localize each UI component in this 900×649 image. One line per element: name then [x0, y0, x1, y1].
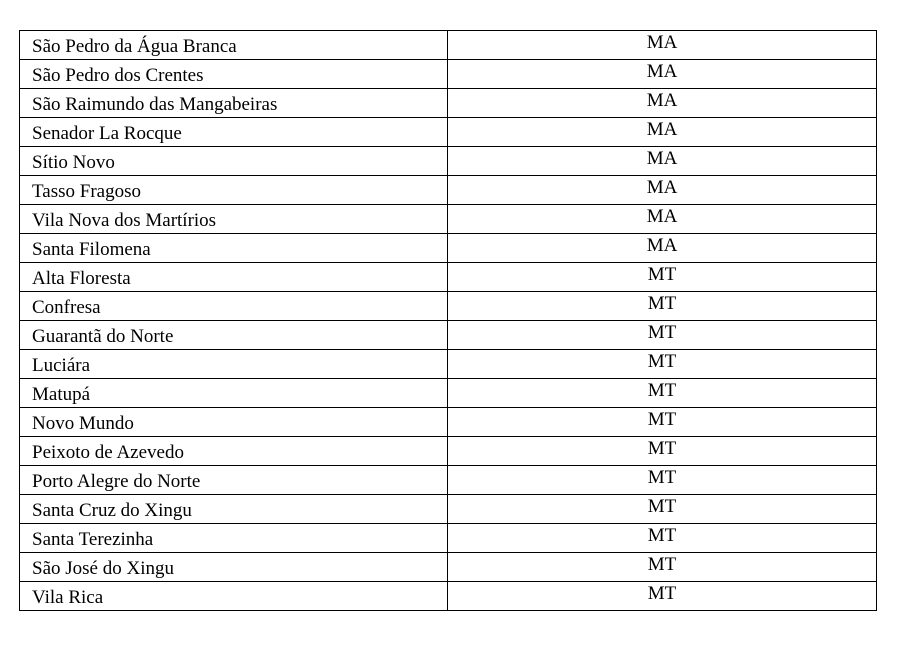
table-row	[20, 524, 877, 553]
municipality-cell: Confresa	[20, 292, 448, 321]
municipality-cell: Santa Filomena	[20, 234, 448, 263]
table-row	[20, 350, 877, 379]
municipality-cell: Sítio Novo	[20, 147, 448, 176]
state-cell: MT	[448, 321, 877, 350]
municipality-cell: Alta Floresta	[20, 263, 448, 292]
state-cell: MT	[448, 553, 877, 582]
table-row	[20, 495, 877, 524]
table-body	[20, 31, 877, 611]
municipality-cell: Vila Nova dos Martírios	[20, 205, 448, 234]
table-row	[20, 292, 877, 321]
table-row	[20, 60, 877, 89]
municipality-cell: Peixoto de Azevedo	[20, 437, 448, 466]
municipality-cell: Senador La Rocque	[20, 118, 448, 147]
municipality-cell: São José do Xingu	[20, 553, 448, 582]
table-row	[20, 118, 877, 147]
municipality-cell: São Raimundo das Mangabeiras	[20, 89, 448, 118]
state-cell: MT	[448, 466, 877, 495]
state-cell: MA	[448, 31, 877, 60]
municipality-cell: São Pedro dos Crentes	[20, 60, 448, 89]
state-cell: MT	[448, 379, 877, 408]
municipality-cell: Novo Mundo	[20, 408, 448, 437]
state-cell: MT	[448, 350, 877, 379]
state-cell: MA	[448, 147, 877, 176]
table-row	[20, 553, 877, 582]
state-cell: MT	[448, 582, 877, 611]
state-cell: MA	[448, 89, 877, 118]
table-row	[20, 582, 877, 611]
table-row	[20, 408, 877, 437]
state-cell: MT	[448, 263, 877, 292]
municipality-cell: Tasso Fragoso	[20, 176, 448, 205]
state-cell: MT	[448, 495, 877, 524]
state-cell: MT	[448, 524, 877, 553]
state-cell: MA	[448, 205, 877, 234]
table-row	[20, 234, 877, 263]
municipality-cell: Matupá	[20, 379, 448, 408]
municipality-cell: Luciára	[20, 350, 448, 379]
state-cell: MT	[448, 437, 877, 466]
municipality-cell: Santa Cruz do Xingu	[20, 495, 448, 524]
municipality-cell: Santa Terezinha	[20, 524, 448, 553]
table-row	[20, 205, 877, 234]
state-cell: MT	[448, 292, 877, 321]
table-row	[20, 31, 877, 60]
state-cell: MA	[448, 60, 877, 89]
state-cell: MT	[448, 408, 877, 437]
table-row	[20, 437, 877, 466]
municipality-cell: Porto Alegre do Norte	[20, 466, 448, 495]
table-row	[20, 89, 877, 118]
table-row	[20, 147, 877, 176]
state-cell: MA	[448, 176, 877, 205]
municipality-table	[19, 30, 877, 611]
table-row	[20, 379, 877, 408]
municipality-cell: São Pedro da Água Branca	[20, 31, 448, 60]
table-row	[20, 176, 877, 205]
table-row	[20, 263, 877, 292]
state-cell: MA	[448, 234, 877, 263]
table-row	[20, 321, 877, 350]
municipality-cell: Guarantã do Norte	[20, 321, 448, 350]
state-cell: MA	[448, 118, 877, 147]
table-row	[20, 466, 877, 495]
municipality-cell: Vila Rica	[20, 582, 448, 611]
